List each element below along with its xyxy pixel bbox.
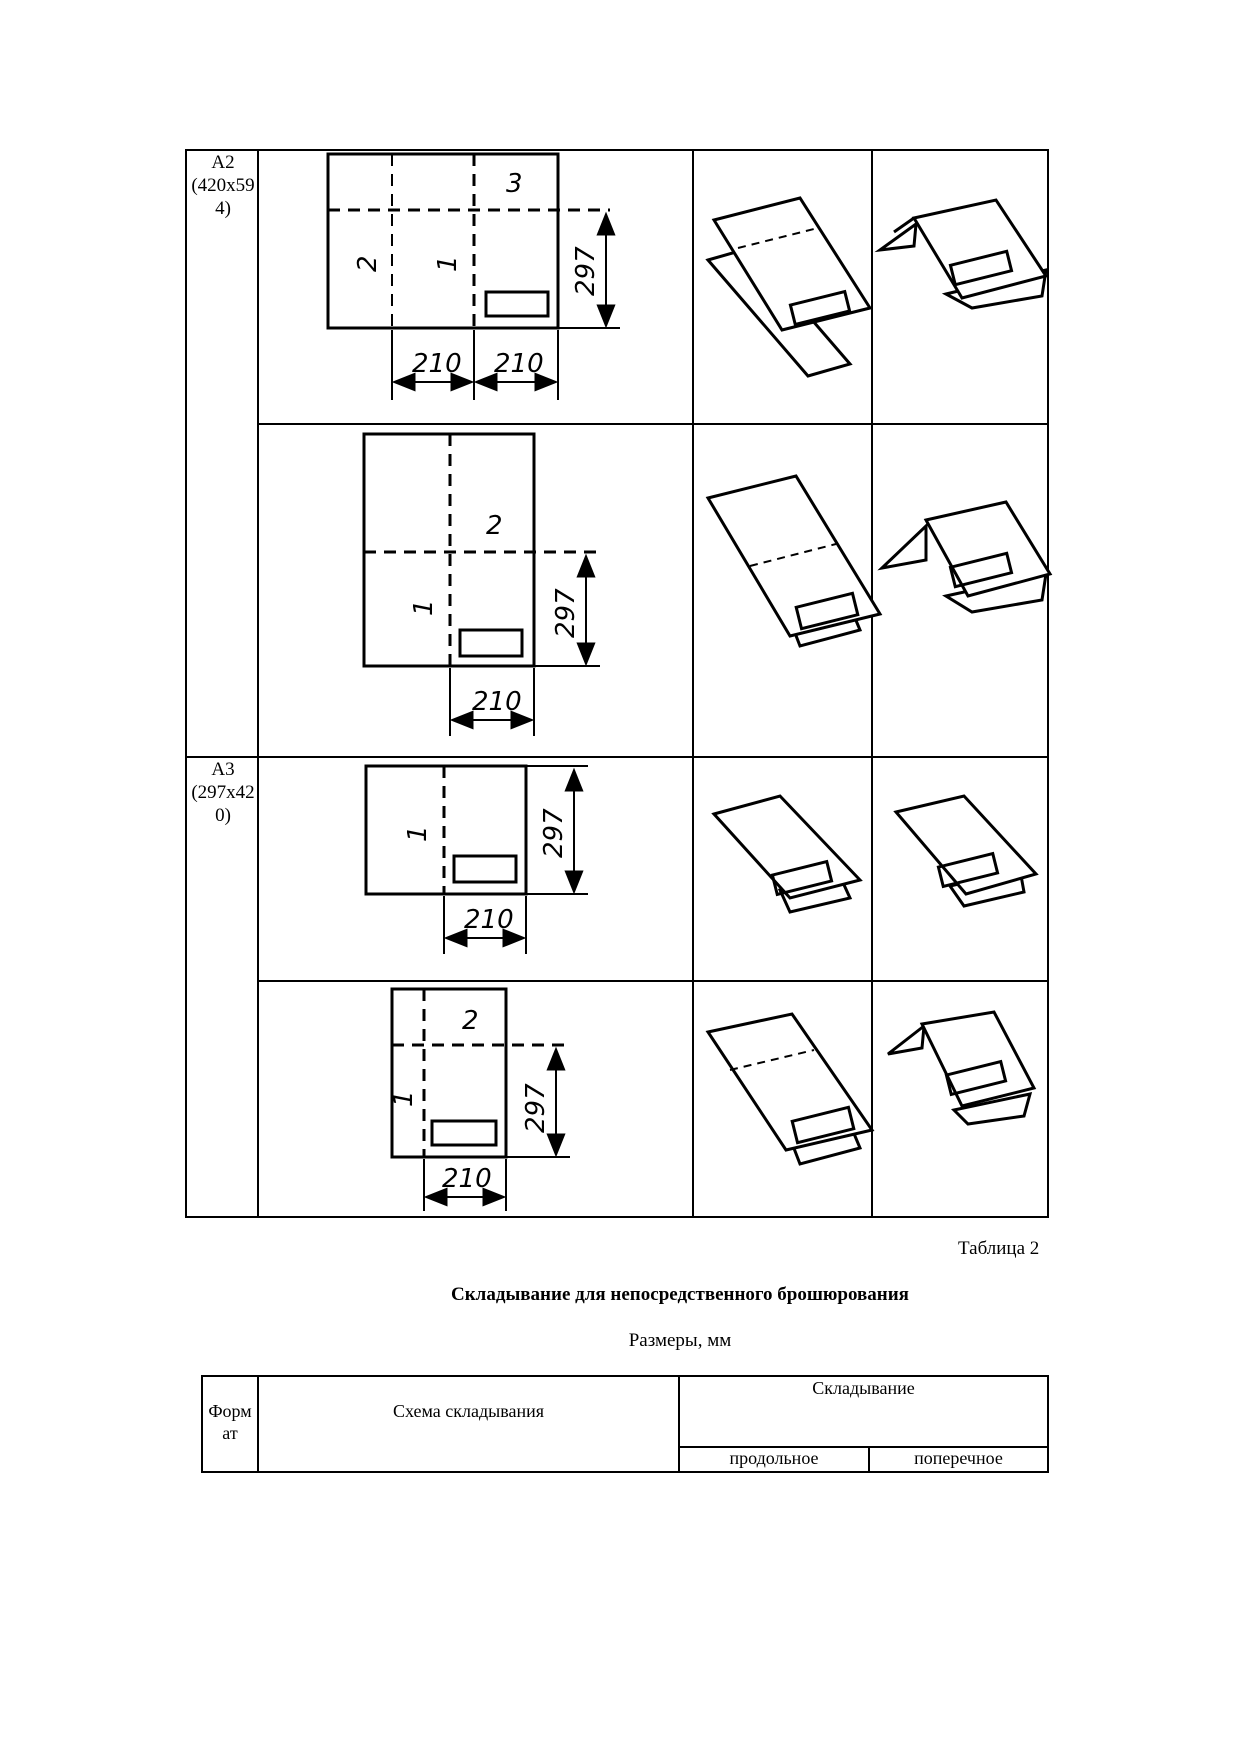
panel-number: 2 — [462, 1006, 479, 1036]
table-border — [871, 150, 873, 1218]
dimension-label: 210 — [442, 1164, 492, 1194]
header-scheme: Схема складывания — [392, 1401, 545, 1421]
table-border — [257, 1375, 259, 1473]
format-size: (420х59 — [191, 175, 255, 196]
table-number: Таблица 2 — [958, 1238, 1040, 1259]
dimension-label: 210 — [472, 687, 522, 717]
format-cell-a2 — [186, 151, 260, 220]
table-border — [185, 756, 1049, 758]
longitudinal-fold-a3-2 — [700, 1010, 870, 1170]
table-border — [257, 150, 259, 1218]
fold-scheme-a2-1 — [320, 150, 640, 400]
fold-scheme-a3-2 — [380, 985, 590, 1215]
format-name: А2 — [211, 152, 235, 173]
panel-number: 2 — [486, 511, 503, 541]
format-cell-a3 — [186, 758, 260, 827]
table-border — [692, 150, 694, 1218]
dimension-label: 297 — [571, 246, 601, 296]
header-format — [203, 1400, 257, 1444]
format-size-end: 0) — [215, 805, 231, 826]
dimension-label: 297 — [551, 588, 581, 638]
longitudinal-fold-a2-2 — [700, 470, 870, 660]
longitudinal-fold-a3-1 — [710, 790, 860, 920]
header-format-part2: ат — [222, 1423, 238, 1443]
dimension-label: 297 — [521, 1083, 551, 1133]
dimension-label: 297 — [539, 808, 569, 858]
table-border — [1047, 150, 1049, 1218]
table-border — [185, 150, 187, 1218]
table-border — [1047, 1375, 1049, 1473]
transverse-fold-a3-2 — [884, 1010, 1044, 1140]
transverse-fold-a2-2 — [876, 490, 1046, 620]
header-folding: Складывание — [812, 1378, 915, 1398]
dimension-label: 210 — [494, 349, 544, 379]
transverse-fold-a2-1 — [876, 190, 1046, 320]
panel-number: 1 — [389, 1090, 419, 1107]
table-border — [185, 1216, 1049, 1218]
table-border — [257, 980, 1049, 982]
panel-number: 1 — [403, 825, 433, 842]
units-note: Размеры, мм — [628, 1330, 732, 1351]
format-name: А3 — [211, 759, 235, 780]
fold-scheme-a2-2 — [350, 430, 610, 740]
dimension-label: 210 — [464, 905, 514, 935]
format-size: (297х42 — [191, 782, 255, 803]
dimension-label: 210 — [412, 349, 462, 379]
longitudinal-fold-a2-1 — [700, 190, 870, 380]
header-transverse: поперечное — [914, 1448, 1003, 1468]
panel-number: 3 — [506, 169, 523, 199]
fold-scheme-a3-1 — [352, 762, 602, 962]
table-border — [201, 1375, 1049, 1377]
panel-number: 1 — [409, 599, 439, 616]
panel-number: 2 — [353, 255, 383, 272]
format-size-end: 4) — [215, 198, 231, 219]
transverse-fold-a3-1 — [890, 790, 1040, 920]
header-format-part1: Форм — [208, 1401, 252, 1421]
panel-number: 1 — [433, 255, 463, 272]
table-border — [201, 1471, 1049, 1473]
table-border — [257, 423, 1049, 425]
table-title: Складывание для непосредственного брошюрования — [451, 1284, 909, 1305]
header-longitudinal: продольное — [729, 1448, 819, 1468]
